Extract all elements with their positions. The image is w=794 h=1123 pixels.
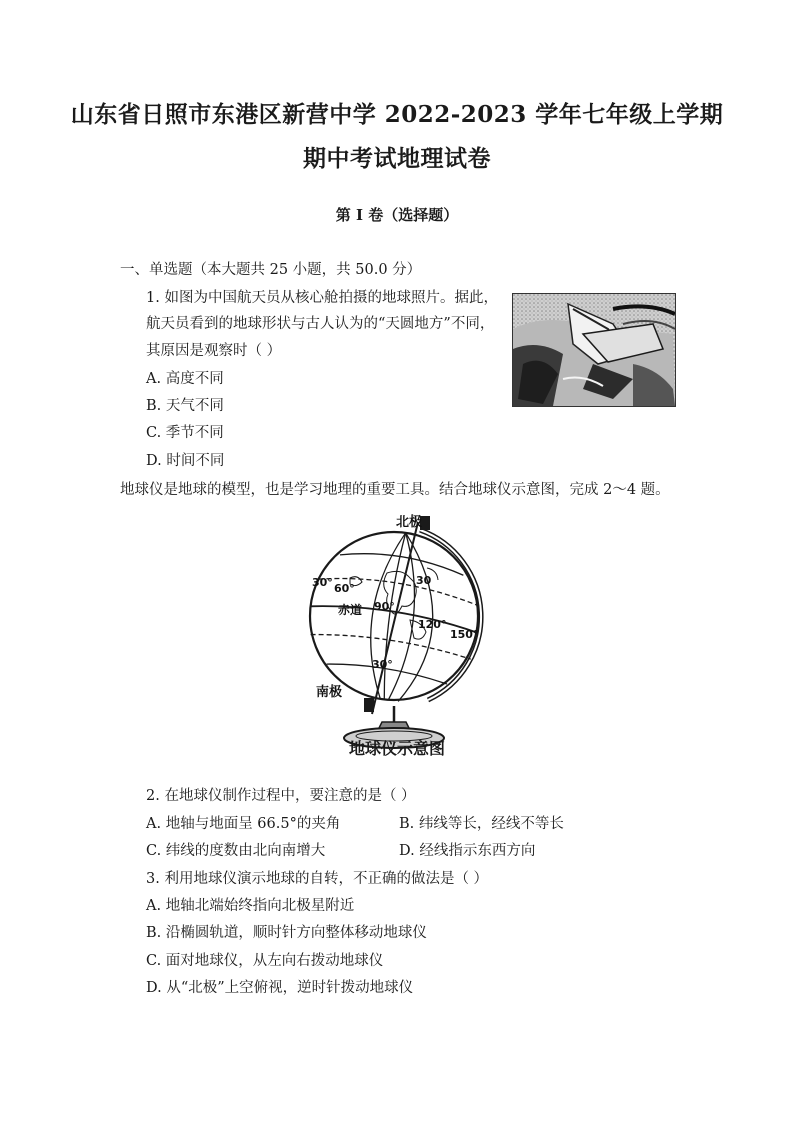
q2-option-b: B. 纬线等长，经线不等长 xyxy=(399,816,564,832)
section-heading: 第 I 卷（选择题） xyxy=(335,206,459,224)
label-equator: 赤道 xyxy=(338,603,363,617)
globe-caption: 地球仪示意图 xyxy=(348,739,445,758)
intro-text: 地球仪是地球的模型，也是学习地理的重要工具。结合地球仪示意图，完成 2～4 题。 xyxy=(120,482,670,498)
q3-option-b: B. 沿椭圆轨道，顺时针方向整体移动地球仪 xyxy=(146,925,427,941)
q1-option-c: C. 季节不同 xyxy=(146,425,224,441)
label-lat-60: 60° xyxy=(334,582,355,595)
q3-option-d: D. 从“北极”上空俯视，逆时针拨动地球仪 xyxy=(146,980,414,996)
q1-option-d: D. 时间不同 xyxy=(146,453,225,469)
meridian-1 xyxy=(361,530,406,699)
label-lon-150: 150° xyxy=(450,628,479,641)
q3-stem: 3. 利用地球仪演示地球的自转，不正确的做法是（ ） xyxy=(146,871,489,887)
label-lon-90: 90° xyxy=(374,600,395,613)
q2-option-a: A. 地轴与地面呈 66.5°的夹角 xyxy=(146,816,341,832)
exam-title-line1: 山东省日照市东港区新营中学 2022-2023 学年七年级上学期 xyxy=(70,101,724,128)
globe-diagram xyxy=(292,508,502,760)
label-north-pole: 北极 xyxy=(396,515,423,530)
label-lat-30s: 30° xyxy=(372,658,393,671)
q2-stem: 2. 在地球仪制作过程中，要注意的是（ ） xyxy=(146,788,416,804)
q2-option-c: C. 纬线的度数由北向南增大 xyxy=(146,843,326,859)
latitude-60n xyxy=(340,548,465,575)
q1-option-b: B. 天气不同 xyxy=(146,398,224,414)
q1-stem-line1: 1. 如图为中国航天员从核心舱拍摄的地球照片。据此， xyxy=(146,290,498,306)
exam-title-line2: 期中考试地理试卷 xyxy=(303,145,491,172)
meridian-ring xyxy=(420,530,481,700)
label-south-pole: 南极 xyxy=(316,685,343,700)
label-lat-30n-east: 30 xyxy=(416,574,432,587)
label-lat-30n-west: 30° xyxy=(312,576,333,589)
earth-photo xyxy=(512,293,676,407)
globe-outline xyxy=(310,532,478,700)
q1-stem-line2: 航天员看到的地球形状与古人认为的“天圆地方”不同， xyxy=(146,316,495,332)
q2-option-d: D. 经线指示东西方向 xyxy=(399,843,536,859)
q1-stem-line3: 其原因是观察时（ ） xyxy=(146,343,282,359)
q1-option-a: A. 高度不同 xyxy=(146,371,224,387)
q3-option-c: C. 面对地球仪，从左向右拨动地球仪 xyxy=(146,953,384,969)
q3-option-a: A. 地轴北端始终指向北极星附近 xyxy=(146,898,355,914)
label-lon-120: 120° xyxy=(418,618,447,631)
part-heading: 一、单选题（本大题共 25 小题，共 50.0 分） xyxy=(120,262,422,278)
